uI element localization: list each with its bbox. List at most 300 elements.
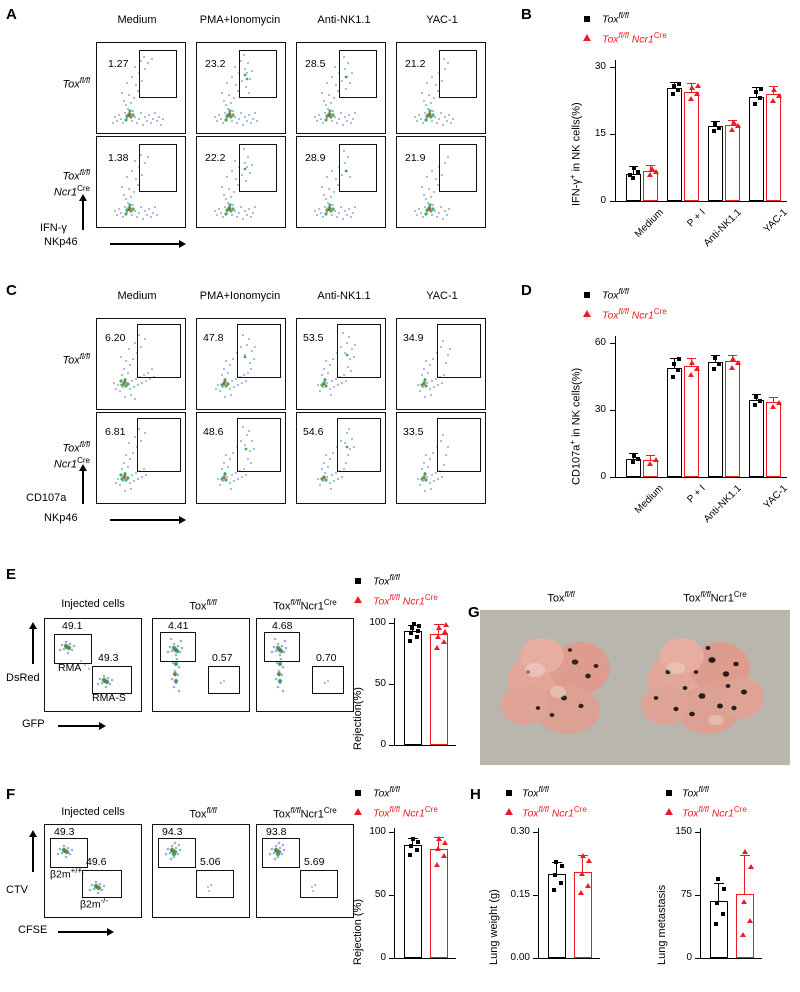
gate-A-1-0 [139, 144, 177, 192]
flow-value-E-2-0: 4.68 [272, 620, 293, 632]
chartB-point [753, 102, 757, 106]
chartD-point [753, 403, 757, 407]
panel-letter-F: F [6, 786, 16, 803]
chartD-xcat-1: P + I [685, 483, 708, 506]
chartF-point [409, 844, 413, 848]
chartH2-err-wt [718, 883, 719, 902]
legend-marker-wt-D [584, 292, 590, 298]
chartD-point [717, 362, 721, 366]
chartH2-point [742, 849, 748, 854]
chartD-point [671, 375, 675, 379]
chartB-ticklabel-0: 0 [600, 195, 606, 206]
chartH1-point [559, 881, 563, 885]
chartD-point [676, 368, 680, 372]
panelA-row-label-0 [10, 76, 90, 92]
panelC-y-axis-line [82, 470, 84, 504]
genotype-wt-main: Tox [62, 78, 80, 91]
chartE-ticklabel-1: 50 [374, 678, 386, 689]
panel-letter-H: H [470, 786, 481, 803]
chartH1-point [578, 890, 584, 895]
legend-label-wt-F: Tox$^{fl/fl}$ [373, 785, 400, 800]
chartB-point [672, 84, 676, 88]
chartB-bar-ko-1 [684, 92, 699, 201]
panelF-plot-title-1: Tox$^{fl/fl}$ [189, 806, 217, 821]
chartH1-ticklabel-0: 0.00 [510, 952, 530, 963]
chartD-errcap-ko-1 [687, 358, 696, 359]
gate-E-2-left [264, 632, 300, 662]
legend-label-ko-F: Tox$^{fl/fl}$ $Ncr1^{Cre}$ [373, 805, 438, 820]
chartE-point [442, 629, 448, 634]
panelA-y-axis-label: IFN-γ [40, 222, 67, 234]
gate-A-1-3 [439, 144, 477, 192]
chartB-xcat-2: Anti-NK1.1 [701, 207, 744, 249]
chartH2-point [714, 922, 718, 926]
panelF-y-axis-label: CTV [6, 884, 28, 896]
gate-C-0-1 [237, 324, 281, 378]
chartB-point [649, 166, 655, 171]
chartB-point [628, 173, 632, 177]
legend-marker-wt-E [355, 578, 361, 584]
chartE-point [441, 639, 447, 644]
gate-E-0-RMAS [92, 666, 132, 694]
flow-value-F-0-0: 49.3 [54, 826, 75, 838]
legend-marker-wt-H1 [506, 790, 512, 796]
chartH1-point [560, 864, 564, 868]
chartD-xcat-3: YAC-1 [761, 483, 790, 512]
chartF-tick-2 [389, 832, 394, 833]
legend-label-ko-B: Tox$^{fl/fl}$ $Ncr1^{Cre}$ [602, 31, 667, 46]
panelC-x-axis-label: NKp46 [44, 512, 78, 524]
chartD-tick-1 [610, 410, 615, 411]
panelE-y-axis-label: DsRed [6, 672, 40, 684]
genotype-ko-sup: fl/fl [79, 168, 90, 177]
panelG-label-left: Tox$^{fl/fl}$ [547, 590, 575, 605]
chartD-bar-ko-3 [766, 402, 781, 477]
chartF-point [415, 848, 419, 852]
chartB-point [688, 96, 694, 101]
flow-value-F-2-0: 93.8 [266, 826, 287, 838]
chartB-point [694, 91, 700, 96]
panelC-col-title-2: Anti-NK1.1 [317, 290, 371, 302]
chartD-errcap-ko-3 [769, 397, 778, 398]
chartH2-errcap-ko [740, 855, 750, 856]
chartD-point [672, 362, 676, 366]
chartD-xcat-0: Medium [632, 483, 666, 516]
flow-value-C-0-2: 53.5 [303, 332, 324, 344]
chartD-x-axis [615, 477, 787, 478]
legend-marker-wt-F [355, 790, 361, 796]
legend-marker-ko-F [354, 808, 362, 815]
chartE-point [434, 645, 440, 650]
panelG-lung-photo [480, 610, 790, 765]
flow-value-E-0-1: 49.3 [98, 652, 119, 664]
chartE-bar-wt [404, 631, 422, 745]
chartD-point [729, 365, 735, 370]
chartF-point [416, 840, 420, 844]
panelE-plot-title-0: Injected cells [61, 598, 125, 610]
chartE-point [415, 635, 419, 639]
chartD-point [688, 372, 694, 377]
legend-marker-ko-H2 [665, 808, 673, 815]
gate-F-0-top [50, 838, 88, 868]
gate-A-1-1 [239, 144, 277, 192]
panelE-plot-title-1: Tox$^{fl/fl}$ [189, 598, 217, 613]
chartH1-ticklabel-1: 0.15 [510, 889, 530, 900]
chartB-bar-wt-3 [749, 97, 764, 201]
panelC-y-axis-label: CD107a [26, 492, 67, 504]
flow-value-A-1-2: 28.9 [305, 152, 326, 164]
panelA-y-axis-line [82, 200, 84, 230]
chartF-point [434, 862, 440, 867]
legend-label-wt-D: Tox$^{fl/fl}$ [602, 287, 629, 302]
chartH2-point [741, 899, 747, 904]
chartD-tick-2 [610, 343, 615, 344]
chartH2-point [721, 912, 725, 916]
chartH1-x-axis [538, 958, 600, 959]
panelE-y-axis-arrow [29, 622, 37, 629]
chartH2-point [715, 901, 719, 905]
chartE-x-axis [394, 745, 456, 746]
chartE-tick-1 [389, 684, 394, 685]
chartD-bar-ko-2 [725, 361, 740, 477]
flow-value-A-0-2: 28.5 [305, 58, 326, 70]
chartD-point [677, 357, 681, 361]
gate-C-1-2 [337, 418, 381, 472]
panelC-x-axis-line [110, 519, 180, 521]
legend-label-ko-H2: Tox$^{fl/fl}$ $Ncr1^{Cre}$ [682, 805, 747, 820]
chartB-tick-2 [610, 67, 615, 68]
chartB-point [695, 83, 701, 88]
chartD-point [636, 457, 640, 461]
panel-letter-D: D [521, 282, 532, 299]
chartD-ticklabel-1: 30 [594, 404, 606, 415]
chartD-point [776, 400, 782, 405]
chartD-bar-wt-2 [708, 362, 723, 477]
chartF-y-axis-label: Rejection (%) [352, 898, 364, 965]
chartB-bar-wt-1 [667, 88, 682, 201]
chartE-point [409, 631, 413, 635]
chartH1-point [580, 853, 586, 858]
chartB-tick-1 [610, 134, 615, 135]
panelC-col-title-1: PMA+Ionomycin [199, 290, 281, 302]
chartF-ticklabel-0: 0 [380, 952, 386, 963]
chartH2-tick-2 [695, 832, 700, 833]
legend-marker-ko-H1 [505, 808, 513, 815]
legend-marker-ko-E [354, 596, 362, 603]
legend-marker-wt-H2 [666, 790, 672, 796]
chartB-point [776, 93, 782, 98]
panelA-y-axis-arrow [79, 194, 87, 201]
flow-value-A-1-0: 1.38 [108, 152, 129, 164]
chartD-y-axis [615, 336, 616, 478]
chartF-tick-1 [389, 895, 394, 896]
chartH1-point [579, 871, 585, 876]
chartH2-point [716, 877, 720, 881]
chartH2-tick-0 [695, 958, 700, 959]
chartB-point [731, 120, 737, 125]
flow-value-E-1-1: 0.57 [212, 652, 233, 664]
panelE-x-axis-line [58, 725, 100, 727]
chartE-point [416, 629, 420, 633]
flow-value-E-0-0: 49.1 [62, 620, 83, 632]
chartH2-ticklabel-2: 150 [675, 826, 692, 837]
panel-letter-C: C [6, 282, 17, 299]
gate-C-1-0 [137, 418, 181, 472]
panelF-x-axis-line [58, 931, 108, 933]
chartH1-point [585, 883, 591, 888]
chartH2-point [740, 932, 746, 937]
chartB-point [754, 90, 758, 94]
gate-A-0-3 [439, 50, 477, 98]
genotype-wt-sup: fl/fl [79, 76, 90, 85]
chartE-y-axis [394, 618, 395, 746]
legend-label-ko-D: Tox$^{fl/fl}$ $Ncr1^{Cre}$ [602, 307, 667, 322]
chartD-y-axis-label: CD107a+ in NK cells(%) [568, 367, 583, 485]
chartB-point [636, 170, 640, 174]
chartF-ticklabel-1: 50 [374, 889, 386, 900]
flow-value-C-1-3: 33.5 [403, 426, 424, 438]
chartB-point [671, 92, 675, 96]
chartH1-point [586, 858, 592, 863]
flow-value-E-2-1: 0.70 [316, 652, 337, 664]
chartH2-x-axis [700, 958, 762, 959]
gate-C-1-1 [237, 418, 281, 472]
flow-value-C-0-1: 47.8 [203, 332, 224, 344]
chartB-ticklabel-1: 15 [594, 128, 606, 139]
panelF-plot-title-2: $Tox^{fl/fl}Ncr1^{Cre}$ [273, 806, 337, 821]
chartE-point [435, 634, 441, 639]
chartH2-ticklabel-1: 75 [680, 889, 692, 900]
gate-C-0-3 [437, 324, 481, 378]
chartB-point [759, 87, 763, 91]
chartB-y-axis-label: IFN-γ+ in NK cells(%) [568, 102, 583, 206]
chartD-point [632, 454, 636, 458]
chartF-tick-0 [389, 958, 394, 959]
genotype-ko-second: Ncr1 [53, 187, 78, 200]
chartD-bar-wt-1 [667, 368, 682, 477]
panelF-y-axis-line [32, 836, 34, 872]
chartD-point [653, 457, 659, 462]
chartH1-bar-wt [548, 874, 566, 958]
legend-label-ko-H1: Tox$^{fl/fl}$ $Ncr1^{Cre}$ [522, 805, 587, 820]
chartD-point [713, 356, 717, 360]
chartD-point [712, 367, 716, 371]
gate-A-0-1 [239, 50, 277, 98]
chartB-tick-0 [610, 201, 615, 202]
legend-label-wt-H2: Tox$^{fl/fl}$ [682, 785, 709, 800]
chartF-x-axis [394, 958, 456, 959]
gate-F-2-bottom [300, 870, 338, 898]
panelC-col-title-0: Medium [117, 290, 157, 302]
chartH1-tick-2 [533, 832, 538, 833]
panelA-col-title-3: YAC-1 [426, 14, 458, 26]
chartD-point [694, 366, 700, 371]
genotype-ko-main: Tox [62, 170, 80, 183]
chartF-point [408, 853, 412, 857]
chartB-point [770, 98, 776, 103]
chartB-bar-wt-2 [708, 126, 723, 201]
panel-letter-E: E [6, 566, 17, 583]
chartD-tick-0 [610, 477, 615, 478]
flow-value-C-0-0: 6.20 [105, 332, 126, 344]
chartB-point [713, 122, 717, 126]
panelA-x-axis-label: NKp46 [44, 236, 78, 248]
chartF-point [442, 840, 448, 845]
panelE-plot-title-2: $Tox^{fl/fl}Ncr1^{Cre}$ [273, 598, 337, 613]
chartD-point [689, 360, 695, 365]
chartH1-y-axis-label: Lung weight (g) [488, 889, 500, 965]
gate-C-0-0 [137, 324, 181, 378]
flow-sublabel-F-0-1: β2m-/- [80, 896, 109, 911]
gate-A-0-2 [339, 50, 377, 98]
chartE-point [408, 639, 412, 643]
chartB-point [758, 96, 762, 100]
gate-C-0-2 [337, 324, 381, 378]
flow-value-C-1-0: 6.81 [105, 426, 126, 438]
genotype-ko-second-sup: Cre [77, 184, 90, 194]
panel-letter-A: A [6, 6, 17, 23]
chartF-bar-wt [404, 845, 422, 958]
gate-A-1-2 [339, 144, 377, 192]
chartH2-tick-1 [695, 895, 700, 896]
chartH2-point [747, 918, 753, 923]
chartE-bar-ko [430, 634, 448, 745]
chartH2-ticklabel-0: 0 [686, 952, 692, 963]
panelF-y-axis-arrow [29, 830, 37, 837]
flow-value-C-1-1: 48.6 [203, 426, 224, 438]
chartB-point [771, 87, 777, 92]
gate-E-2-right [312, 666, 344, 694]
chartH1-ticklabel-2: 0.30 [510, 826, 530, 837]
chartD-point [730, 356, 736, 361]
chartB-point [712, 129, 716, 133]
chartH2-y-axis-label: Lung metastasis [656, 884, 668, 965]
panelA-x-axis-line [110, 243, 180, 245]
gate-F-1-top [158, 838, 196, 868]
flow-value-E-1-0: 4.41 [168, 620, 189, 632]
chartF-y-axis [394, 828, 395, 959]
chartB-point [717, 126, 721, 130]
gate-E-1-right [208, 666, 240, 694]
legend-label-wt-B: Tox$^{fl/fl}$ [602, 11, 629, 26]
chartD-xcat-2: Anti-NK1.1 [701, 483, 744, 525]
panelF-plot-title-0: Injected cells [61, 806, 125, 818]
chartF-point [436, 836, 442, 841]
gate-F-2-top [262, 838, 300, 868]
chartD-point [754, 395, 758, 399]
flow-value-F-2-1: 5.69 [304, 856, 325, 868]
chartH2-point [748, 864, 754, 869]
chartD-errcap-ko-0 [646, 455, 655, 456]
flow-value-A-1-1: 22.2 [205, 152, 226, 164]
chartE-y-axis-label: Rejection(%) [352, 687, 364, 750]
gate-F-0-bottom [82, 870, 122, 898]
flow-sublabel-E-0-0: RMA [58, 662, 82, 674]
chartH2-y-axis [700, 828, 701, 959]
panelF-x-axis-arrow [107, 928, 114, 936]
panel-letter-B: B [521, 6, 532, 23]
chartE-point [436, 625, 442, 630]
chartF-point [441, 853, 447, 858]
gate-A-0-0 [139, 50, 177, 98]
flow-value-C-0-3: 34.9 [403, 332, 424, 344]
gate-E-0-RMA [54, 634, 92, 664]
chartH2-point [722, 887, 726, 891]
chartB-point [676, 88, 680, 92]
legend-label-wt-E: Tox$^{fl/fl}$ [373, 573, 400, 588]
chartF-ticklabel-2: 100 [369, 826, 386, 837]
panelC-row-label-1: Tox$^{fl/fl}$ $Ncr1^{Cre}$ [53, 440, 90, 472]
panelE-x-axis-label: GFP [22, 718, 45, 730]
chartD-bar-wt-3 [749, 400, 764, 477]
chartE-ticklabel-0: 0 [380, 739, 386, 750]
flow-sublabel-F-0-0: β2m+/+ [50, 866, 83, 881]
chartB-xcat-3: YAC-1 [761, 207, 790, 236]
gate-E-1-left [160, 632, 196, 662]
chartE-tick-2 [389, 623, 394, 624]
chartB-y-axis [615, 60, 616, 202]
flow-value-F-0-1: 49.6 [86, 856, 107, 868]
legend-marker-ko-B [583, 34, 591, 41]
chartB-bar-ko-2 [725, 125, 740, 202]
gate-C-1-3 [437, 418, 481, 472]
chartB-ticklabel-2: 30 [594, 61, 606, 72]
gate-F-1-bottom [196, 870, 234, 898]
flow-value-C-1-2: 54.6 [303, 426, 324, 438]
legend-marker-ko-D [583, 310, 591, 317]
chartE-point [417, 624, 421, 628]
panel-letter-G: G [468, 604, 480, 621]
chartD-ticklabel-2: 60 [594, 337, 606, 348]
chartH2-bar-wt [710, 901, 728, 958]
chartB-x-axis [615, 201, 787, 202]
chartH2-err-ko [744, 855, 745, 895]
chartE-point [412, 622, 416, 626]
panelA-col-title-1: PMA+Ionomycin [199, 14, 281, 26]
chartE-point [410, 626, 414, 630]
chartE-tick-0 [389, 745, 394, 746]
chartH1-tick-0 [533, 958, 538, 959]
panelA-x-axis-arrow [179, 240, 186, 248]
flow-value-A-0-1: 23.2 [205, 58, 226, 70]
panelA-col-title-0: Medium [117, 14, 157, 26]
chartF-point [435, 846, 441, 851]
chartB-xcat-0: Medium [632, 207, 666, 240]
chartH1-point [552, 888, 556, 892]
chartB-point [632, 166, 636, 170]
chartH1-point [554, 860, 558, 864]
chartB-xcat-1: P + I [685, 207, 708, 230]
panelG-label-right: $Tox^{fl/fl}Ncr1^{Cre}$ [683, 590, 747, 605]
flow-value-F-1-0: 94.3 [162, 826, 183, 838]
flow-sublabel-E-0-1: RMA-S [92, 692, 126, 704]
chartE-ticklabel-2: 100 [369, 617, 386, 628]
panelA-col-title-2: Anti-NK1.1 [317, 14, 371, 26]
chartH1-y-axis [538, 828, 539, 959]
legend-label-ko-E: Tox$^{fl/fl}$ $Ncr1^{Cre}$ [373, 593, 438, 608]
chartF-point [411, 837, 415, 841]
panelE-x-axis-arrow [99, 722, 106, 730]
chartH1-tick-1 [533, 895, 538, 896]
legend-label-wt-H1: Tox$^{fl/fl}$ [522, 785, 549, 800]
chartH2-errcap-wt [714, 883, 724, 884]
chartE-point [443, 622, 449, 627]
panelE-y-axis-line [32, 628, 34, 664]
chartB-point [677, 82, 681, 86]
panelF-x-axis-label: CFSE [18, 924, 48, 936]
panelC-y-axis-arrow [79, 464, 87, 471]
flow-value-F-1-1: 5.06 [200, 856, 221, 868]
